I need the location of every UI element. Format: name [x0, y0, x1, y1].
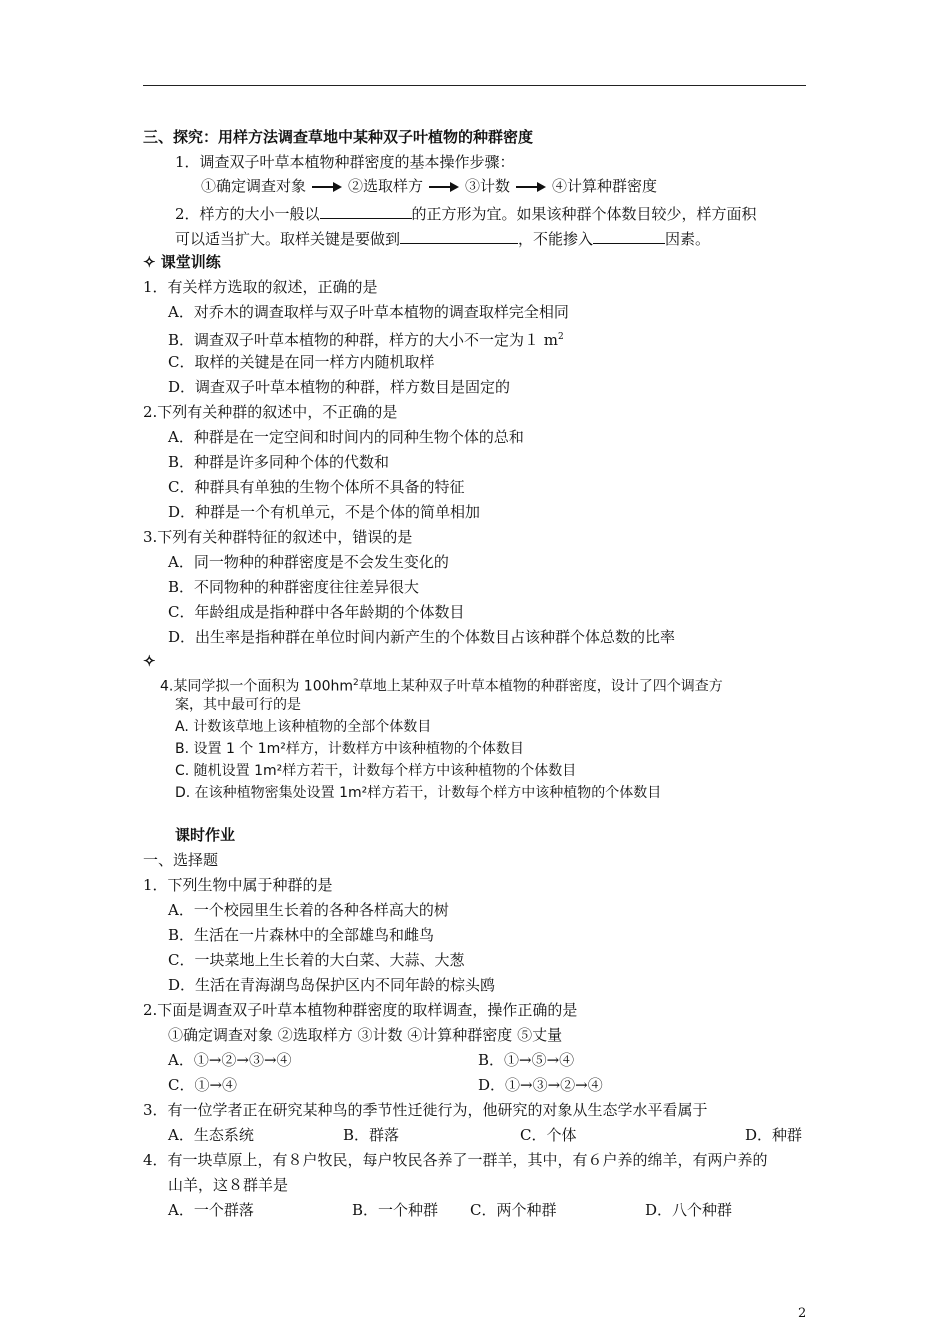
option-text: B．调查双子叶草本植物的种群，样方的大小不一定为１ m: [168, 331, 559, 349]
arrow-right-icon: [516, 182, 546, 192]
option-c: C．种群具有单独的生物个体所不具备的特征: [168, 478, 465, 496]
option-a: A. 计数该草地上该种植物的全部个体数目: [175, 719, 432, 735]
question-stem: 2.下列有关种群的叙述中，不正确的是: [143, 403, 398, 421]
step4: ④计算种群密度: [552, 177, 658, 195]
answer-blank[interactable]: [593, 227, 665, 244]
header-rule: [143, 85, 806, 86]
step2: ②选取样方: [348, 177, 424, 195]
question-stem: 3.下列有关种群特征的叙述中，错误的是: [143, 528, 413, 546]
option-d: D．①→③→②→④: [478, 1076, 603, 1094]
section3-q2-line2: [175, 227, 710, 249]
option-c: C．年龄组成是指种群中各年龄期的个体数目: [168, 603, 465, 621]
option-b: B．①→⑤→④: [478, 1051, 575, 1069]
option-c: C．取样的关键是在同一样方内随机取样: [168, 353, 435, 371]
section3-q1: 1．调查双子叶草本植物种群密度的基本操作步骤：: [175, 153, 515, 171]
option-a: A．一个校园里生长着的各种各样高大的树: [168, 901, 449, 919]
option-b: B. 设置 1 个 1m²样方，计数样方中该种植物的个体数目: [175, 741, 524, 757]
diamond-icon: ✧: [143, 652, 156, 670]
q2-text: 2．样方的大小一般以: [175, 205, 320, 223]
section3-steps: [201, 176, 657, 196]
option-c: C．一块菜地上生长着的大白菜、大蒜、大葱: [168, 951, 465, 969]
q2-text: 的正方形为宜。如果该种群个体数目较少，样方面积: [411, 205, 757, 223]
option-a: A．①→②→③→④: [168, 1051, 292, 1069]
arrow-right-icon: [429, 182, 459, 192]
option-d: D．种群: [745, 1126, 803, 1144]
option-c: C. 随机设置 1m²样方若干，计数每个样方中该种植物的个体数目: [175, 763, 577, 779]
page-number: 2: [798, 1306, 807, 1321]
option-b: B．群落: [343, 1126, 400, 1144]
question-stem: 1．下列生物中属于种群的是: [143, 876, 333, 894]
q2-text: 可以适当扩大。取样关键是要做到: [175, 230, 401, 248]
arrow-right-icon: [312, 182, 342, 192]
step1: ①确定调查对象: [201, 177, 307, 195]
option-d: D．生活在青海湖鸟岛保护区内不同年龄的棕头鸥: [168, 976, 496, 994]
option-d: D. 在该种植物密集处设置 1m²样方若干，计数每个样方中该种植物的个体数目: [175, 785, 662, 801]
option-b: [168, 327, 564, 350]
step3: ③计数: [465, 177, 511, 195]
option-b: B．不同物种的种群密度往往差异很大: [168, 578, 420, 596]
homework-heading: 课时作业: [175, 826, 236, 844]
option-c: C．个体: [520, 1126, 577, 1144]
option-a: A．一个群落: [168, 1201, 254, 1219]
option-a: A．同一物种的种群密度是不会发生变化的: [168, 553, 449, 571]
option-b: B．种群是许多同种个体的代数和: [168, 453, 390, 471]
question-stem: [160, 673, 723, 697]
option-a: A．对乔木的调查取样与双子叶草本植物的调查取样完全相同: [168, 303, 569, 321]
option-c: C．两个种群: [470, 1201, 557, 1219]
section3-title: 三、探究：用样方法调查草地中某种双子叶植物的种群密度: [143, 128, 534, 146]
question-stem: 1．有关样方选取的叙述，正确的是: [143, 278, 378, 296]
question-stem-cont: 山羊，这８群羊是: [168, 1176, 289, 1194]
question-stem: 4．有一块草原上，有８户牧民，每户牧民各养了一群羊，其中，有６户养的绵羊，有两户养的: [143, 1151, 768, 1169]
option-d: D．八个种群: [645, 1201, 733, 1219]
stem-text: 草地上某种双子叶草本植物的种群密度，设计了四个调查方: [358, 678, 723, 695]
option-d: D．出生率是指种群在单位时间内新产生的个体数目占该种群个体总数的比率: [168, 628, 676, 646]
option-b: B．一个种群: [352, 1201, 439, 1219]
q2-text: ，不能掺入: [518, 230, 594, 248]
answer-blank[interactable]: [320, 202, 412, 219]
superscript: 2: [353, 678, 359, 688]
superscript: 2: [558, 332, 564, 342]
option-b: B．生活在一片森林中的全部雄鸟和雌鸟: [168, 926, 435, 944]
option-c: C．①→④: [168, 1076, 238, 1094]
option-d: D．调查双子叶草本植物的种群，样方数目是固定的: [168, 378, 511, 396]
section3-q2-line1: [175, 202, 757, 224]
stem-text: 4.某同学拟一个面积为 100hm: [160, 678, 354, 695]
option-a: A．生态系统: [168, 1126, 254, 1144]
question-stem: 3．有一位学者正在研究某种鸟的季节性迁徙行为，他研究的对象从生态学水平看属于: [143, 1101, 708, 1119]
option-d: D．种群是一个有机单元，不是个体的简单相加: [168, 503, 481, 521]
question-stem-cont: 案，其中最可行的是: [175, 697, 301, 713]
option-a: A．种群是在一定空间和时间内的同种生物个体的总和: [168, 428, 524, 446]
q2-text: 因素。: [665, 230, 711, 248]
question-steps: ①确定调查对象 ②选取样方 ③计数 ④计算种群密度 ⑤丈量: [168, 1026, 563, 1044]
answer-blank[interactable]: [400, 227, 518, 244]
section-heading: 一、选择题: [143, 851, 219, 869]
question-stem: 2.下面是调查双子叶草本植物种群密度的取样调查，操作正确的是: [143, 1001, 578, 1019]
classroom-heading: ✧ 课堂训练: [143, 253, 221, 271]
